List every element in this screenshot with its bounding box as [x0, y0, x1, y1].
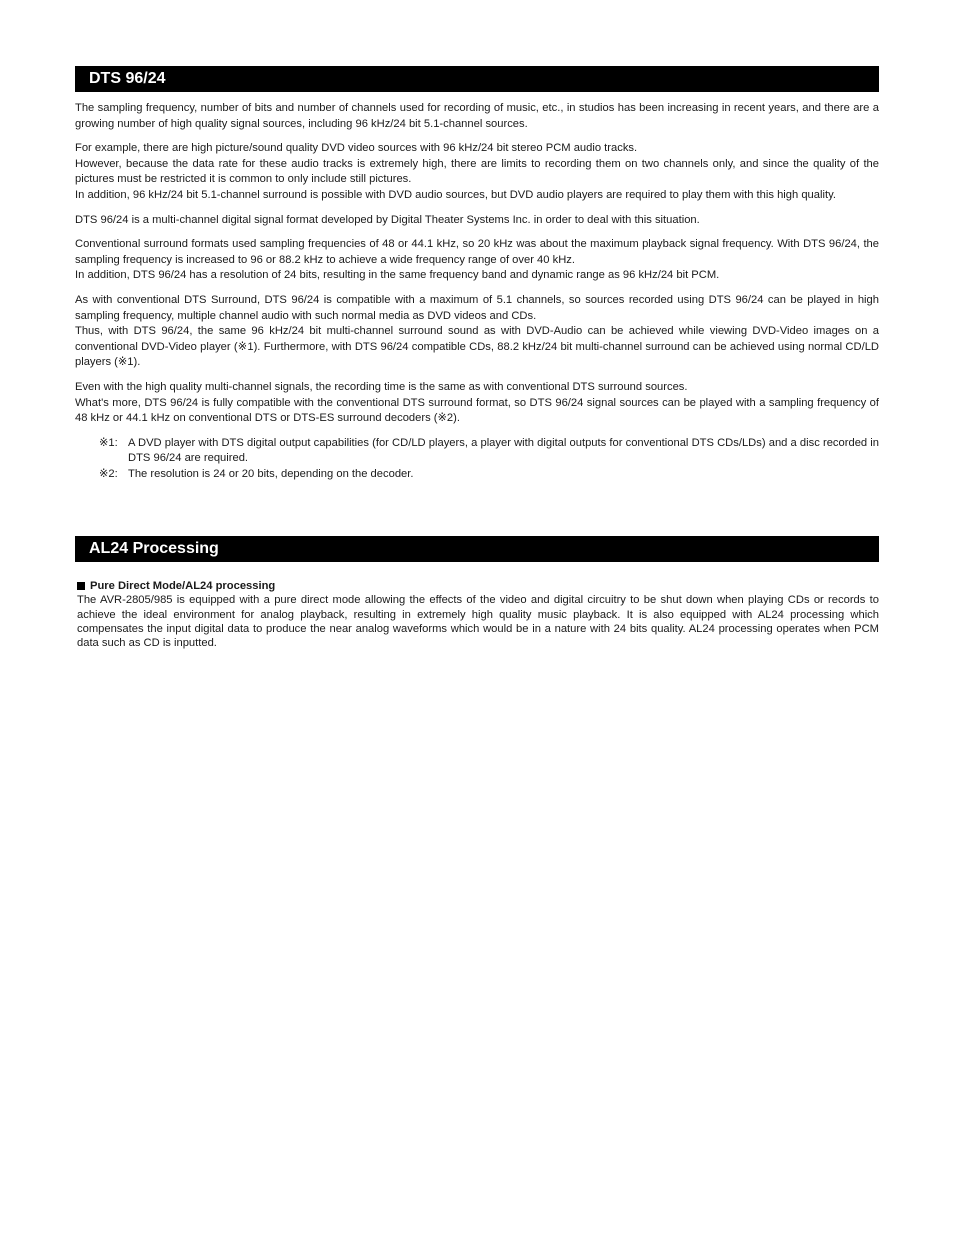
paragraph: In addition, DTS 96/24 has a resolution of 24 bits, resulting in the same frequency band and dynamic range as 96 kHz/24 bit PCM.	[75, 269, 720, 282]
paragraph-group	[75, 237, 879, 284]
section-title-al24-processing: AL24 Processing	[75, 536, 879, 562]
black-square-icon	[77, 582, 85, 590]
manual-page	[75, 66, 879, 650]
section-title-dts-96-24: DTS 96/24	[75, 66, 879, 92]
paragraph: In addition, 96 kHz/24 bit 5.1-channel surround is possible with DVD audio sources, but DVD audio players are required to play them with this high quality.	[75, 188, 836, 201]
footnote-mark: ※1:	[99, 436, 118, 449]
footnote-text: The resolution is 24 or 20 bits, depending on the decoder.	[128, 467, 414, 480]
paragraph: As with conventional DTS Surround, DTS 96/24 is compatible with a maximum of 5.1 channels, so sources recorded using DTS 96/24 can be played in high sampling frequency, multiple channel audio with such normal media as DVD videos and CDs.	[75, 293, 879, 322]
section-al24-processing	[75, 536, 879, 650]
paragraph: What's more, DTS 96/24 is fully compatible with the conventional DTS surround format, so DTS 96/24 signal sources can be played with a sampling frequency of 48 kHz or 44.1 kHz on conventional DTS or DTS-ES surround decoders (※2).	[75, 396, 879, 425]
paragraph-group	[75, 141, 879, 203]
subheading-text: Pure Direct Mode/AL24 processing	[90, 580, 276, 593]
footnote-text: A DVD player with DTS digital output capabilities (for CD/LD players, a player with digital outputs for conventional DTS CDs/LDs) and a disc recorded in DTS 96/24 are required.	[128, 436, 879, 465]
paragraph: Thus, with DTS 96/24, the same 96 kHz/24 bit multi-channel surround sound as with DVD-Audio can be achieved while viewing DVD-Video images on a conventional DVD-Video player (※1). Furthermore, with DTS 96/24 compatible CDs, 88.2 kHz/24 bit multi-channel surround can be achieved using normal CD/LD players (※1).	[75, 325, 879, 369]
paragraph: The AVR-2805/985 is equipped with a pure direct mode allowing the effects of the video and digital circuitry to be shut down when playing CDs or records to achieve the ideal environment for analog playback, resulting in extremely high quality music playback. It is also equipped with AL24 processing which compensates the input digital data to produce the near analog waveforms which would be in a nature with 24 bits quality. AL24 processing operates when PCM data such as CD is inputted.	[77, 594, 879, 650]
paragraph-group	[75, 101, 879, 132]
section-dts-96-24	[75, 66, 879, 482]
paragraph: The sampling frequency, number of bits and number of channels used for recording of music, etc., in studios has been increasing in recent years, and there are a growing number of high quality signal sources, including 96 kHz/24 bit 5.1-channel sources.	[75, 102, 879, 130]
paragraph-group	[75, 380, 879, 427]
paragraph: Even with the high quality multi-channel signals, the recording time is the same as with conventional DTS surround sources.	[75, 380, 688, 393]
footnote-1	[99, 436, 879, 467]
subheading	[75, 579, 879, 593]
footnotes	[75, 436, 879, 483]
paragraph: However, because the data rate for these audio tracks is extremely high, there are limits to recording them on two channels only, and since the quality of the pictures must be restricted it is common to only include still pictures.	[75, 157, 879, 186]
paragraph: Conventional surround formats used sampling frequencies of 48 or 44.1 kHz, so 20 kHz was about the maximum playback signal frequency. With DTS 96/24, the sampling frequency is increased to 96 or 88.2 kHz to achieve a wide frequency range of over 40 kHz.	[75, 238, 879, 266]
paragraph-group	[75, 293, 879, 371]
paragraph: For example, there are high picture/sound quality DVD video sources with 96 kHz/24 bit stereo PCM audio tracks.	[75, 142, 638, 155]
footnote-mark: ※2:	[99, 467, 118, 480]
paragraph-group	[75, 213, 879, 229]
footnote-2	[99, 467, 879, 483]
paragraph: DTS 96/24 is a multi-channel digital signal format developed by Digital Theater Systems Inc. in order to deal with this situation.	[75, 213, 700, 226]
